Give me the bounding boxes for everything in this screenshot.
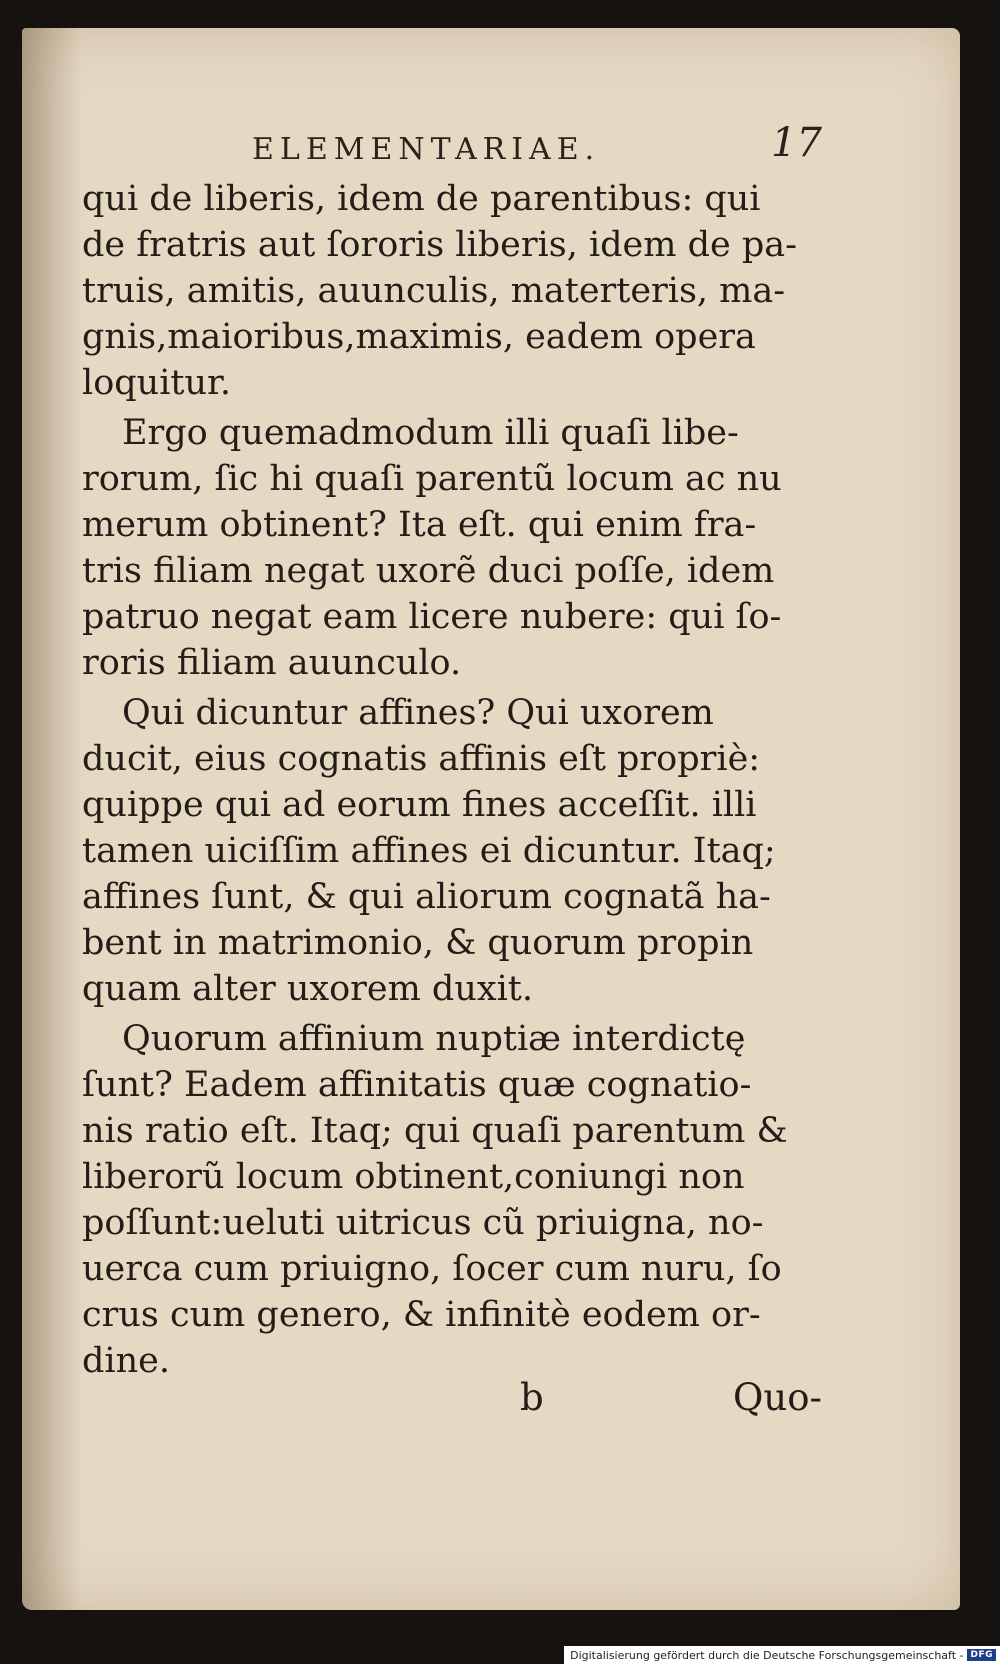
text-line: ducit, eius cognatis affinis eſt propriè: (82, 739, 761, 779)
text-line: de fratris aut ſororis liberis, idem de pa- (82, 225, 797, 265)
paragraph-4 (82, 1016, 822, 1384)
digitization-credit (564, 1646, 1000, 1664)
catchword: Quo- (733, 1376, 822, 1419)
signature-mark: b (520, 1376, 544, 1419)
text-line: Quorum affinium nuptiæ interdictę (122, 1019, 746, 1059)
page-number: 17 (771, 120, 822, 166)
text-line: merum obtinent? Ita eſt. qui enim fra- (82, 505, 757, 545)
text-line: affines ſunt, & qui aliorum cognatã ha- (82, 877, 771, 917)
text-line: dine. (82, 1341, 170, 1381)
text-line: Ergo quemadmodum illi quaſi libe- (122, 413, 739, 453)
running-title: ELEMENTARIAE. (252, 132, 601, 167)
text-line: quam alter uxorem duxit. (82, 969, 534, 1009)
text-line: patruo negat eam licere nubere: qui ſo- (82, 597, 782, 637)
text-line: loquitur. (82, 363, 232, 403)
dfg-logo-icon: DFG (967, 1649, 996, 1661)
text-line: bent in matrimonio, & quorum propin (82, 923, 754, 963)
text-line: liberorũ locum obtinent,coniungi non (82, 1157, 745, 1197)
text-line: nis ratio eſt. Itaq; qui quaſi parentum & (82, 1111, 788, 1151)
text-line: quippe qui ad eorum fines acceſſit. illi (82, 785, 757, 825)
text-line: ſunt? Eadem affinitatis quæ cognatio- (82, 1065, 752, 1105)
text-line: qui de liberis, idem de parentibus: qui (82, 179, 761, 219)
text-line: truis, amitis, auunculis, materteris, ma- (82, 271, 786, 311)
text-line: crus cum genero, & infinitè eodem or- (82, 1295, 761, 1335)
paragraph-3 (82, 690, 822, 1012)
text-line: uerca cum priuigno, ſocer cum nuru, ſo (82, 1249, 782, 1289)
text-line: Qui dicuntur affines? Qui uxorem (122, 693, 714, 733)
text-line: roris filiam auunculo. (82, 643, 462, 683)
text-line: tamen uiciſſim affines ei dicuntur. Itaq; (82, 831, 776, 871)
book-page (22, 28, 960, 1610)
paragraph-2 (82, 410, 822, 686)
text-block (82, 176, 822, 1388)
text-line: poſſunt:ueluti uitricus cũ priuigna, no- (82, 1203, 764, 1243)
text-line: rorum, ſic hi quaſi parentũ locum ac nu (82, 459, 782, 499)
text-line: tris filiam negat uxorẽ duci poſſe, idem (82, 551, 775, 591)
text-line: gnis,maioribus,maximis, eadem opera (82, 317, 756, 357)
page-foot (82, 1376, 822, 1426)
credit-text: Digitalisierung gefördert durch die Deutsche Forschungsgemeinschaft - (570, 1648, 964, 1662)
paragraph-1 (82, 176, 822, 406)
running-head (82, 120, 822, 172)
